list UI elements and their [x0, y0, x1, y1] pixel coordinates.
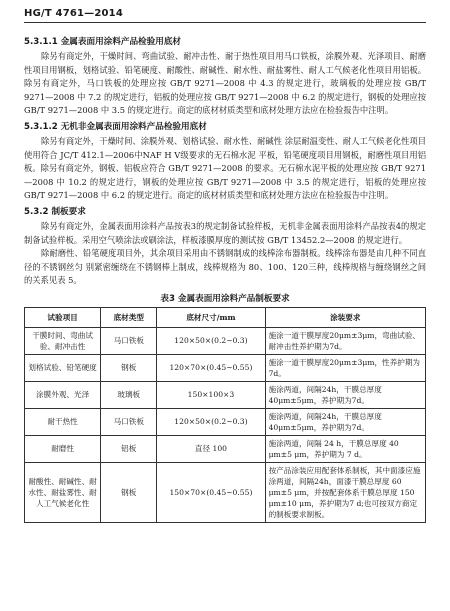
table-cell: 马口铁板	[101, 327, 157, 354]
table-row	[25, 408, 426, 435]
header-rule	[24, 22, 426, 23]
table-cell: 150×100×3	[157, 381, 265, 408]
table-cell: 马口铁板	[101, 408, 157, 435]
table-cell: 直径 100	[157, 435, 265, 462]
table-cell: 施涂两道，间隔24h，干膜总厚度40μm±5μm，养护期为7d。	[265, 408, 425, 435]
column-header: 底材类型	[101, 307, 157, 327]
table-row	[25, 462, 426, 522]
table-cell: 铝板	[101, 435, 157, 462]
table-cell: 钢板	[101, 462, 157, 522]
table-cell: 划格试验、铅笔硬度	[25, 354, 101, 381]
table-row	[25, 327, 426, 354]
spec-table	[24, 307, 426, 523]
table-cell: 120×70×(0.45~0.55)	[157, 354, 265, 381]
column-header: 涂装要求	[265, 307, 425, 327]
table-caption: 表3 金属表面用涂料产品制板要求	[160, 293, 290, 304]
section-heading: 5.3.1.1 金属表面用涂料产品检验用底材	[24, 37, 182, 47]
table-cell: 耐干热性	[25, 408, 101, 435]
table-cell: 120×50×(0.2~0.3)	[157, 327, 265, 354]
paragraph: 除另有商定外，干燥时间、弯曲试验、耐冲击性、耐于热性项目用马口铁板，涂膜外观、光泽项目、耐磨性项目用钢板，划格试验、铅笔硬度、耐酸性、耐碱性、耐水性、耐盐雾性、耐人工气候老化性项目用铝板。除另有商定外，马口铁板的处理应按 GB/T 9271—2008 中 4.3 的规定进行，玻璃板的处理应按 GB/T 9271—2008 中 7.2 的规定进行，铝板的处理应按 GB/T 9271—2008 中 6.2 的规定进行，钢板的处理应按 GB/T 9271—2008 中 3.5 的规定进行。商定的底材材质类型和底材处理方法应在检验报告中注明。	[24, 51, 426, 116]
section-heading: 5.3.2 制板要求	[24, 206, 86, 217]
table-cell: 按产品涂装应用配套体系制板，其中面漆应施涂两道，间隔24h，面漆干膜总厚度 60 μm±5 μm，并按配套体系干膜总厚度 150 μm±10 μm，养护期为7 d;也可按双方商定的制板要求制板。	[265, 462, 425, 522]
table-cell: 施涂两道，间隔24h，干膜总厚度40μm±5μm，养护期为7d。	[265, 381, 425, 408]
paragraph: 除另有商定外，金属表面用涂料产品按表3的规定制备试验样板，无机非金属表面用涂料产品按表4的规定制备试验样板。采用空气喷涂法或刷涂法，样板漆膜厚度的测试按 GB/T 13452.2—2008 的规定进行。	[24, 220, 426, 245]
table-row	[25, 381, 426, 408]
section-heading: 5.3.1.2 无机非金属表面用涂料产品检验用底材	[24, 121, 207, 132]
table-cell: 施涂一道干膜厚度20μm±3μm，弯曲试验、耐冲击性养护期为7d。	[265, 327, 425, 354]
table-cell: 耐磨性	[25, 435, 101, 462]
table-cell: 干膜时间、弯曲试验、耐冲击性	[25, 327, 101, 354]
paragraph: 除耐磨性、铅笔硬度项目外，其余项目采用由不锈钢制成的线棒涂布器制板。线棒涂布器是由几种不同直径的不锈钢丝匀 别紧密缠绕在不锈钢棒上制成，线棒规格为 80、100、120三种，线棒规格与缠绕钢丝之间的关系见表 5。	[24, 248, 426, 286]
table-cell: 施涂两道，间隔 24 h，干膜总厚度 40 μm±5 μm，养护期为 7 d。	[265, 435, 425, 462]
table-cell: 耐酸性、耐碱性、耐水性、耐盐雾性、耐人工气候老化性	[25, 462, 101, 522]
table-cell: 施涂一道干膜厚度20μm±3μm，性养护期为7d。	[265, 354, 425, 381]
standard-number: HG/T 4761—2014	[24, 8, 123, 19]
column-header: 试验项目	[25, 307, 101, 327]
table-cell: 钢板	[101, 354, 157, 381]
column-header: 底材尺寸/mm	[157, 307, 265, 327]
paragraph: 除另有商定外，干燥时间、涂膜外观、划格试验、耐水性、耐碱性 涂层耐温变性、耐人工气候老化性项目使用符合 JC/T 412.1—2006中NAF H V级要求的无石棉水泥 平板，铅笔硬度项目用钢板，耐磨性项目用铝板。除另有商定外，钢板、铝板应符合 GB/T 9271—2008 的要求。无石棉水泥平板的处理应按 GB/T 9271—2008 中 10.2 的规定进行，钢板的处理应按 GB/T 9271—2008 中 3.5 的规定进行，铝板的处理应按 GB/T 9271—2008 中 6.2 的规定进行。商定的底材材质类型和底材处理方法应在检验报告中注明。	[24, 135, 426, 201]
table-row	[25, 435, 426, 462]
table-row	[25, 354, 426, 381]
table-cell: 涂膜外观、光泽	[25, 381, 101, 408]
table-cell: 150×70×(0.45~0.55)	[157, 462, 265, 522]
table-cell: 玻璃板	[101, 381, 157, 408]
table-cell: 120×50×(0.2~0.3)	[157, 408, 265, 435]
document-body	[24, 33, 426, 523]
table-header-row	[25, 307, 426, 327]
